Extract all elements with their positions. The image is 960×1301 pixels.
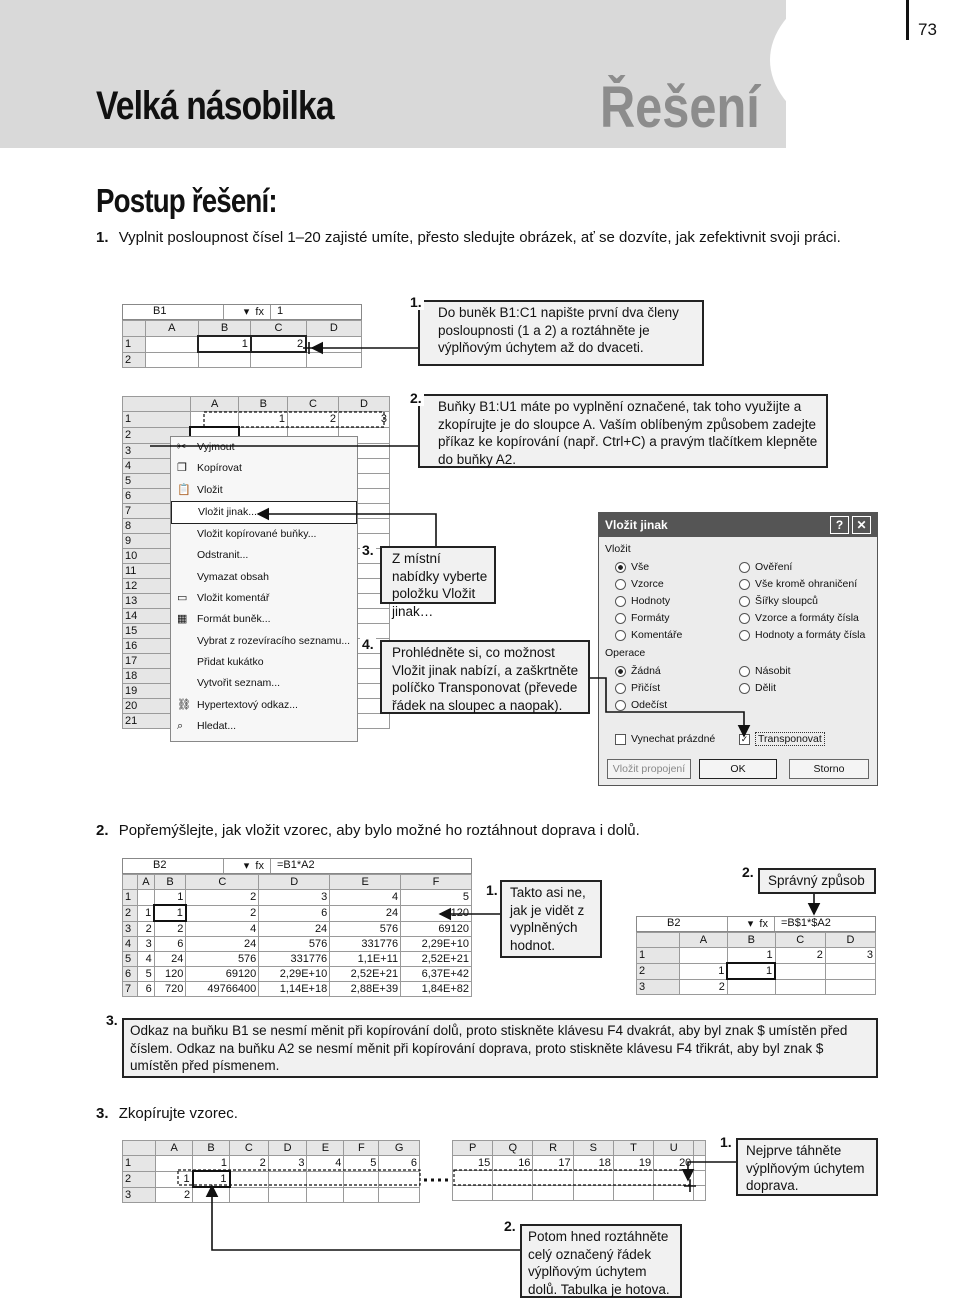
col-header[interactable]: D <box>259 875 330 890</box>
step-1-num: 1. <box>96 229 109 246</box>
fill-handle-cross-2 <box>684 1180 696 1192</box>
dropdown-fx-icon[interactable]: ▾ fx <box>224 305 271 319</box>
cell[interactable]: 6,37E+42 <box>401 967 472 982</box>
col-header[interactable]: F <box>401 875 472 890</box>
cell[interactable]: 2 <box>156 1187 193 1203</box>
radio-label: Vše kromě ohraničení <box>755 578 858 590</box>
comment-icon: ▭ <box>177 592 188 605</box>
cell[interactable]: 2 <box>230 1156 269 1172</box>
chapter-title: Velká násobilka <box>96 84 334 128</box>
row-header[interactable]: 20 <box>123 699 191 714</box>
radio-label: Žádná <box>631 665 661 677</box>
arrow-9 <box>212 1186 520 1250</box>
col-header[interactable]: S <box>573 1141 613 1156</box>
cell[interactable]: 1 <box>156 1171 193 1187</box>
radio-label: Vzorce <box>631 578 664 590</box>
drag-range-left <box>178 1170 420 1185</box>
callout-3-text: Z místní nabídky vyberte položku Vložit jinak… <box>392 551 488 619</box>
cell[interactable]: 17 <box>533 1156 573 1171</box>
row-header[interactable]: 9 <box>123 534 191 549</box>
arrow-3 <box>258 514 436 546</box>
step-3-text: Zkopírujte vzorec. <box>118 1105 238 1122</box>
context-menu-label: Hypertextový odkaz... <box>197 698 298 711</box>
copy-icon: ❐ <box>177 462 187 475</box>
arrow-8 <box>688 1162 736 1180</box>
context-menu-label: Vyjmout <box>197 441 235 453</box>
cell[interactable]: 1 <box>154 905 186 921</box>
col-header[interactable]: A <box>680 933 728 948</box>
cell[interactable]: 331776 <box>259 952 330 967</box>
dialog-title: Vložit jinak <box>605 518 668 532</box>
cell[interactable]: 2 <box>775 948 825 964</box>
row-header[interactable]: 4 <box>123 459 191 474</box>
cell[interactable]: 2 <box>680 979 728 995</box>
fill-handle-cross <box>303 342 315 354</box>
cell[interactable]: 3 <box>268 1156 307 1172</box>
cell[interactable]: 2,52E+21 <box>330 967 401 982</box>
col-header[interactable]: A <box>138 875 155 890</box>
col-header[interactable]: D <box>339 397 390 412</box>
cell[interactable]: 1 <box>154 890 186 906</box>
paste-icon: 📋 <box>177 483 191 496</box>
context-menu-label: Vložit komentář <box>197 592 270 605</box>
cell[interactable]: 4 <box>330 890 401 906</box>
radio-label: Hodnoty a formáty čísla <box>755 629 866 641</box>
row-header[interactable]: 2 <box>123 1171 156 1187</box>
cell[interactable]: 1 <box>680 963 728 979</box>
copy-marquee <box>204 412 384 427</box>
radio-label: Násobit <box>755 665 791 677</box>
row-header[interactable]: 8 <box>123 519 191 534</box>
dropdown-fx-icon[interactable]: ▾ fx <box>728 917 775 931</box>
row-header[interactable]: 5 <box>123 952 138 967</box>
cell[interactable]: 2 <box>138 921 155 937</box>
cell[interactable]: 1 <box>727 948 775 964</box>
row-header[interactable]: 7 <box>123 504 191 519</box>
row-header[interactable]: 2 <box>123 905 138 921</box>
col-header[interactable]: B <box>239 397 288 412</box>
step-2-text: Popřemýšlejte, jak vložit vzorec, aby bylo možné ho roztáhnout doprava i dolů. <box>118 822 640 839</box>
namebox[interactable]: B1 <box>123 305 224 319</box>
help-icon[interactable]: ? <box>830 516 849 534</box>
col-header[interactable]: D <box>825 933 875 948</box>
callout-3-num: 3. <box>362 542 374 558</box>
transpose-checkbox[interactable]: ✓ Transponovat <box>739 733 825 745</box>
cell[interactable]: 24 <box>186 937 259 952</box>
callout-6-num: 2. <box>742 864 754 880</box>
row-header[interactable]: 4 <box>123 937 138 952</box>
row-header[interactable]: 1 <box>637 948 680 964</box>
callout-8-num: 1. <box>720 1134 732 1150</box>
col-header[interactable]: E <box>307 1141 344 1156</box>
procedure-title: Postup řešení: <box>96 182 277 219</box>
context-menu-label: Kopírovat <box>197 462 242 475</box>
cell[interactable]: 6 <box>379 1156 420 1172</box>
radio-label: Šířky sloupců <box>755 595 819 607</box>
ok-button[interactable]: OK <box>699 759 777 779</box>
row-header[interactable]: 2 <box>637 963 680 979</box>
callout-2-text: Buňky B1:U1 máte po vyplnění označené, tak toho využijte a zkopírujte je do sloupce A. Vaším oblíbeným způsobem zadejte příkaz ke kopírování (např. Ctrl+C) a pravým tlačítkem klepněte do buňky A2. <box>438 399 818 467</box>
cell[interactable]: 3 <box>825 948 875 964</box>
search-icon: ⌕ <box>177 719 184 732</box>
context-menu-label: Vybrat z rozevíracího seznamu... <box>197 634 351 647</box>
col-header[interactable]: E <box>330 875 401 890</box>
context-menu-label: Přidat kukátko <box>197 655 264 668</box>
formula-input[interactable]: 1 <box>277 305 284 317</box>
col-header[interactable]: A <box>146 321 199 337</box>
operation-group-label: Operace <box>605 647 646 659</box>
row-header[interactable]: 1 <box>123 412 191 428</box>
cell[interactable]: 24 <box>330 905 401 921</box>
paste-group-label: Vložit <box>605 543 631 555</box>
cell[interactable]: 19 <box>613 1156 653 1171</box>
cell[interactable]: 3 <box>138 937 155 952</box>
callout-9-text: Potom hned roztáhněte celý označený řádek výplňovým úchytem dolů. Tabulka je hotova. <box>528 1229 670 1297</box>
cell[interactable]: 576 <box>186 952 259 967</box>
col-header[interactable]: A <box>190 397 239 412</box>
cell[interactable]: 49766400 <box>186 982 259 997</box>
col-header[interactable]: D <box>268 1141 307 1156</box>
cell[interactable]: 6 <box>154 937 186 952</box>
cell[interactable]: 331776 <box>330 937 401 952</box>
cell[interactable]: 2,52E+21 <box>401 952 472 967</box>
cell[interactable]: 576 <box>330 921 401 937</box>
context-menu-label: Vložit <box>197 483 223 496</box>
row-header[interactable]: 16 <box>123 639 191 654</box>
row-header[interactable]: 21 <box>123 714 191 729</box>
namebox[interactable]: B2 <box>123 859 224 873</box>
cell[interactable]: 2 <box>186 890 259 906</box>
callout-8-text: Nejprve táhněte výplňovým úchytem doprava. <box>746 1143 865 1193</box>
row-header[interactable]: 1 <box>123 890 138 906</box>
row-header[interactable]: 2 <box>123 427 191 443</box>
context-menu-label: Vložit kopírované buňky... <box>197 528 317 541</box>
cell[interactable]: 20 <box>654 1156 694 1171</box>
row-header[interactable]: 6 <box>123 967 138 982</box>
cell[interactable]: 4 <box>138 952 155 967</box>
col-header[interactable]: C <box>251 321 306 337</box>
section-heading: Řešení <box>600 75 760 140</box>
row-header[interactable]: 1 <box>123 336 146 352</box>
cell[interactable]: 1 <box>198 336 251 352</box>
cell[interactable]: 1 <box>193 1156 230 1172</box>
col-header[interactable]: B <box>193 1141 230 1156</box>
cell[interactable]: 5 <box>401 890 472 906</box>
radio-label: Odečíst <box>631 699 668 711</box>
scissors-icon: ✂ <box>177 441 187 453</box>
cell[interactable]: 69120 <box>186 967 259 982</box>
formula-input[interactable]: =B$1*$A2 <box>781 917 831 929</box>
transpose-label: Transponovat <box>755 732 825 746</box>
col-header[interactable]: G <box>379 1141 420 1156</box>
cell[interactable]: 2 <box>251 336 306 352</box>
row-header[interactable]: 1 <box>123 1156 156 1172</box>
row-header[interactable]: 13 <box>123 594 191 609</box>
page-number: 73 <box>918 20 937 39</box>
callout-9-num: 2. <box>504 1218 516 1234</box>
col-header[interactable]: Q <box>493 1141 533 1156</box>
cell[interactable]: 1,14E+18 <box>259 982 330 997</box>
radio-label: Formáty <box>631 612 670 624</box>
cell[interactable]: 120 <box>401 905 472 921</box>
close-icon[interactable]: ✕ <box>852 516 871 534</box>
cell[interactable]: 1,1E+11 <box>330 952 401 967</box>
context-menu-label: Vymazat obsah <box>197 570 269 583</box>
cell[interactable]: 24 <box>154 952 186 967</box>
cell[interactable]: 3 <box>339 412 390 428</box>
skip-blanks-label: Vynechat prázdné <box>631 733 716 745</box>
cancel-button[interactable]: Storno <box>789 759 869 779</box>
callout-1-text: Do buněk B1:C1 napište první dva členy posloupnosti (1 a 2) a roztáhněte je výplňovým úchytem až do dvaceti. <box>438 305 679 355</box>
callout-7-text: Odkaz na buňku B1 se nesmí měnit při kopírování dolů, proto stiskněte klávesu F4 dvakrát, aby byl znak $ umístěn před číslem. Odkaz na buňku A2 se nesmí měnit při kopírování doprava, proto stiskněte klávesu F4 třikrát, aby byl znak $ umístěn před písmenem. <box>130 1023 848 1073</box>
cell[interactable]: 720 <box>154 982 186 997</box>
radio-label: Komentáře <box>631 629 683 641</box>
cell[interactable]: 69120 <box>401 921 472 937</box>
radio-label: Ověření <box>755 561 793 573</box>
cell[interactable]: 6 <box>259 905 330 921</box>
context-menu-label: Vložit jinak... <box>198 505 257 518</box>
row-header[interactable]: 19 <box>123 684 191 699</box>
row-header[interactable]: 3 <box>123 921 138 937</box>
formula-input[interactable]: =B1*A2 <box>277 859 315 871</box>
callout-5-text: Takto asi ne, jak je vidět z vyplněných hodnot. <box>510 885 586 953</box>
cell[interactable]: 18 <box>573 1156 613 1171</box>
col-header[interactable]: F <box>344 1141 379 1156</box>
row-header[interactable]: 2 <box>123 352 146 368</box>
row-header[interactable]: 3 <box>123 443 191 459</box>
arrow-4 <box>590 678 744 736</box>
dropdown-fx-icon[interactable]: ▾ fx <box>224 859 271 873</box>
cell[interactable]: 4 <box>307 1156 344 1172</box>
callout-2-num: 2. <box>410 390 422 406</box>
step-1-text: Vyplnit posloupnost čísel 1–20 zajisté umíte, přesto sledujte obrázek, ať se dozvíte, jak zefektivnit svoji práci. <box>118 229 841 246</box>
col-header[interactable]: P <box>453 1141 493 1156</box>
col-header[interactable]: A <box>156 1141 193 1156</box>
context-menu-label: Odstranit... <box>197 549 249 562</box>
col-header[interactable]: B <box>727 933 775 948</box>
cell[interactable]: 3 <box>259 890 330 906</box>
col-header[interactable]: D <box>306 321 361 337</box>
context-menu-label: Formát buněk... <box>197 613 271 626</box>
step-2-num: 2. <box>96 822 109 839</box>
callout-7-num: 3. <box>106 1012 118 1028</box>
step-3-num: 3. <box>96 1105 109 1122</box>
row-header[interactable]: 17 <box>123 654 191 669</box>
cell[interactable]: 24 <box>259 921 330 937</box>
cell[interactable]: 2 <box>186 905 259 921</box>
row-header[interactable]: 15 <box>123 624 191 639</box>
col-header[interactable]: C <box>186 875 259 890</box>
cell[interactable]: 1 <box>138 905 155 921</box>
cell[interactable]: 15 <box>453 1156 493 1171</box>
cell[interactable]: 2,88E+39 <box>330 982 401 997</box>
row-header[interactable]: 6 <box>123 489 191 504</box>
cell[interactable]: 1 <box>193 1171 230 1187</box>
row-header[interactable]: 5 <box>123 474 191 489</box>
context-menu-label: Vytvořit seznam... <box>197 677 281 690</box>
drag-range-right <box>454 1170 690 1185</box>
row-header[interactable]: 3 <box>637 979 680 995</box>
context-menu-label: Hledat... <box>197 719 237 732</box>
cell[interactable]: 2 <box>154 921 186 937</box>
radio-label: Vše <box>631 561 650 573</box>
cell[interactable]: 5 <box>138 967 155 982</box>
cell[interactable]: 4 <box>186 921 259 937</box>
cell[interactable]: 1 <box>727 963 775 979</box>
cell[interactable]: 2 <box>288 412 339 428</box>
row-header[interactable]: 11 <box>123 564 191 579</box>
row-header[interactable]: 14 <box>123 609 191 624</box>
callout-4-text: Prohlédněte si, co možnost Vložit jinak nabízí, a zaškrtněte políčko Transponovat (převede řádek na sloupec a naopak). <box>392 645 579 713</box>
radio-label: Přičíst <box>631 682 661 694</box>
cell[interactable]: 576 <box>259 937 330 952</box>
col-header[interactable]: B <box>198 321 251 337</box>
paste-link-button[interactable]: Vložit propojení <box>607 759 691 779</box>
callout-1-num: 1. <box>410 294 422 310</box>
col-header[interactable]: C <box>288 397 339 412</box>
format-icon: ▦ <box>177 613 188 626</box>
col-header[interactable]: B <box>154 875 186 890</box>
col-header[interactable]: T <box>613 1141 653 1156</box>
namebox[interactable]: B2 <box>637 917 728 931</box>
cell[interactable]: 5 <box>344 1156 379 1172</box>
callout-5-num: 1. <box>486 882 498 898</box>
radio-label: Dělit <box>755 682 777 694</box>
cell[interactable]: 1 <box>239 412 288 428</box>
row-header[interactable]: 12 <box>123 579 191 594</box>
col-header[interactable]: C <box>775 933 825 948</box>
col-header[interactable]: R <box>533 1141 573 1156</box>
callout-6-text: Správný způsob <box>768 873 865 888</box>
row-header[interactable]: 18 <box>123 669 191 684</box>
radio-label: Vzorce a formáty čísla <box>755 612 859 624</box>
radio-label: Hodnoty <box>631 595 671 607</box>
col-header[interactable]: C <box>230 1141 269 1156</box>
row-header[interactable]: 3 <box>123 1187 156 1203</box>
row-header[interactable]: 7 <box>123 982 138 997</box>
cell[interactable]: 2,29E+10 <box>401 937 472 952</box>
cell[interactable]: 16 <box>493 1156 533 1171</box>
cell[interactable]: 120 <box>154 967 186 982</box>
link-icon: ⛓ <box>177 698 191 711</box>
col-header[interactable]: U <box>654 1141 694 1156</box>
cell[interactable]: 2,29E+10 <box>259 967 330 982</box>
cell[interactable]: 1,84E+82 <box>401 982 472 997</box>
row-header[interactable]: 10 <box>123 549 191 564</box>
cell[interactable]: 6 <box>138 982 155 997</box>
callout-4-num: 4. <box>362 636 374 652</box>
